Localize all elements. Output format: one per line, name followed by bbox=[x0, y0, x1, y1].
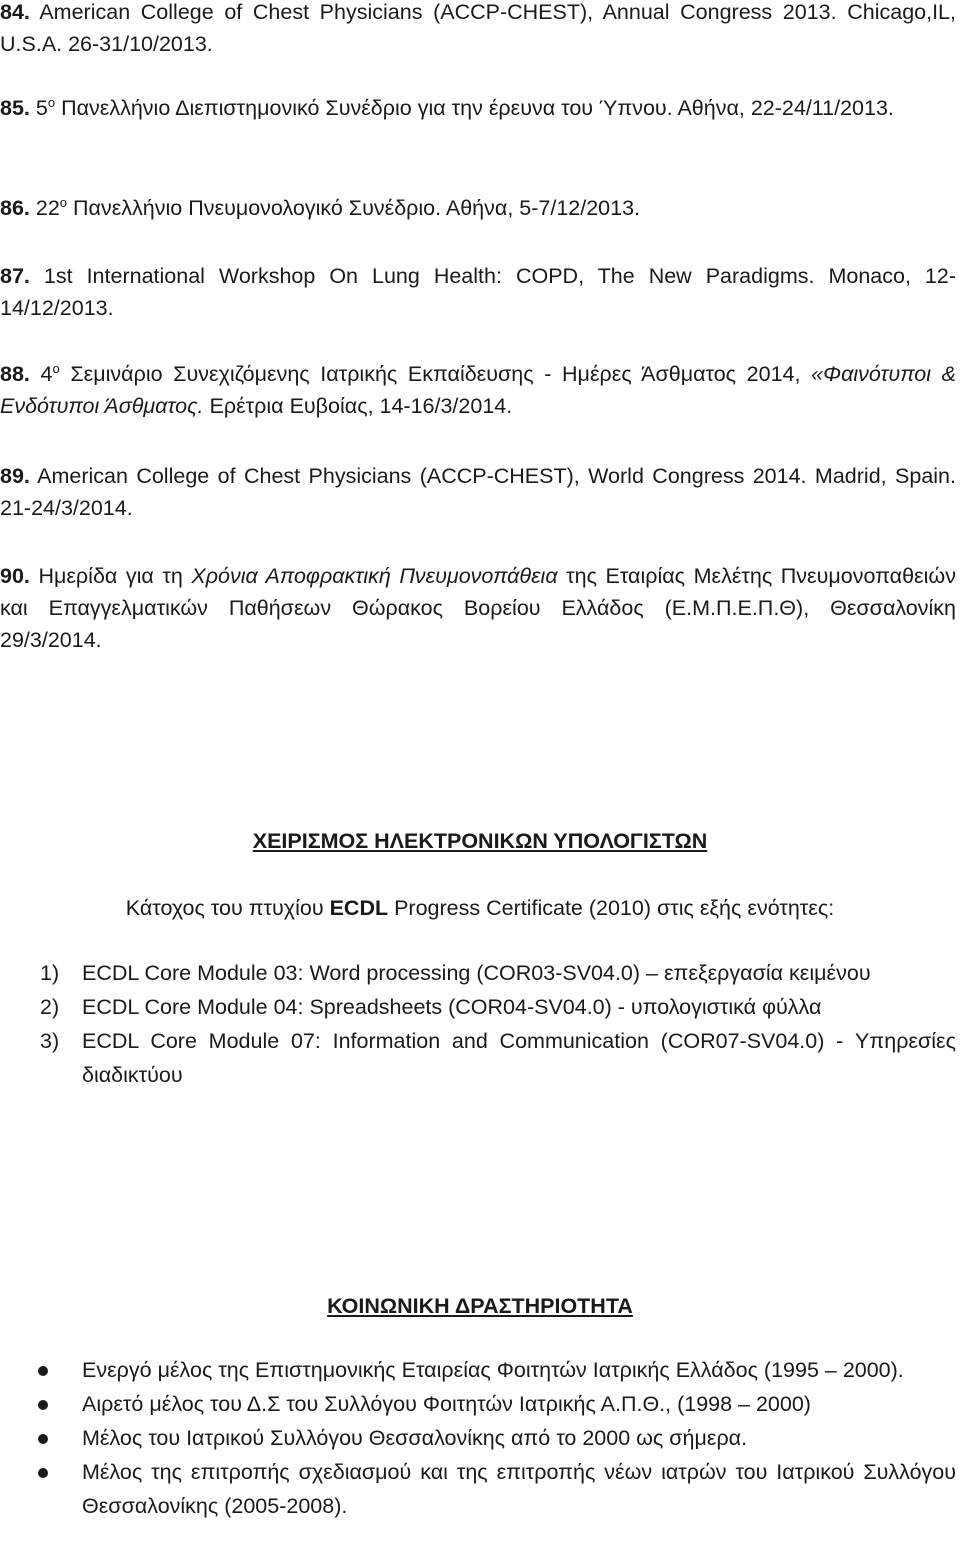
ecdl-modules-list bbox=[0, 956, 956, 1092]
list-item bbox=[0, 990, 956, 1024]
entry-number: 84. bbox=[0, 0, 30, 24]
list-item-text: ECDL Core Module 04: Spreadsheets (COR04-SV04.0) - υπολογιστικά φύλλα bbox=[82, 995, 822, 1019]
bullet-icon bbox=[38, 1468, 48, 1478]
intro-text-end: Progress Certificate (2010) στις εξής ενότητες: bbox=[394, 896, 835, 920]
entry-location: της Εταιρίας Μελέτης Πνευμονοπαθειών και Επαγγελματικών Παθήσεων Θώρακος Βορείου Ελλάδος (Ε.Μ.Π.Ε.Π.Θ), Θεσσαλονίκη 29/3/2014. bbox=[0, 564, 956, 652]
entry-85 bbox=[0, 92, 956, 124]
list-marker: 1) bbox=[40, 961, 60, 985]
entry-88 bbox=[0, 358, 956, 422]
ecdl-intro bbox=[0, 892, 960, 924]
list-item-text: ECDL Core Module 03: Word processing (COR03-SV04.0) – επεξεργασία κειμένου bbox=[82, 961, 871, 985]
ordinal-suffix: ο bbox=[47, 94, 56, 110]
bullet-icon bbox=[38, 1400, 48, 1410]
entry-text: 1st International Workshop On Lung Health: COPD, The New Paradigms. Monaco, 12-14/12/2013. bbox=[0, 264, 956, 320]
list-item bbox=[0, 956, 956, 990]
entry-90 bbox=[0, 560, 956, 656]
list-item bbox=[0, 1353, 956, 1387]
entry-ordinal: 5 bbox=[35, 96, 48, 120]
ordinal-suffix: ο bbox=[52, 360, 60, 376]
entry-text: Σεμινάριο Συνεχιζόμενης Ιατρικής Εκπαίδευσης - Ημέρες Άσθματος 2014, bbox=[70, 362, 801, 386]
entry-text: American College of Chest Physicians (ACCP-CHEST), Annual Congress 2013. Chicago,IL, U.S.A. 26-31/10/2013. bbox=[0, 0, 956, 56]
entry-italic-title: «Φαινότυποι & Ενδότυποι Άσθματος. bbox=[0, 362, 957, 418]
social-heading: ΚΟΙΝΩΝΙΚΗ ΔΡΑΣΤΗΡΙΟΤΗΤΑ bbox=[327, 1294, 633, 1318]
entry-text: American College of Chest Physicians (ACCP-CHEST), World Congress 2014. Madrid, Spain. 21-24/3/2014. bbox=[0, 464, 956, 520]
intro-bold: ECDL bbox=[329, 896, 389, 920]
list-item-text: Μέλος της επιτροπής σχεδιασμού και της επιτροπής νέων ιατρών του Ιατρικού Συλλόγου Θεσσαλονίκης (2005-2008). bbox=[82, 1460, 956, 1518]
social-activities-list bbox=[0, 1353, 956, 1523]
list-item-text: Ενεργό μέλος της Επιστημονικής Εταιρείας Φοιτητών Ιατρικής Ελλάδος (1995 – 2000). bbox=[82, 1358, 904, 1382]
entry-ordinal: 4 bbox=[40, 362, 53, 386]
ordinal-suffix: ο bbox=[59, 194, 68, 210]
entry-84 bbox=[0, 0, 956, 60]
entry-number: 87. bbox=[0, 264, 30, 288]
entry-number: 88. bbox=[0, 362, 30, 386]
entry-number: 89. bbox=[0, 464, 30, 488]
entry-86 bbox=[0, 192, 956, 224]
entry-text: Πανελλήνιο Διεπιστημονικό Συνέδριο για την έρευνα του Ύπνου. Αθήνα, 22-24/11/2013. bbox=[61, 96, 894, 120]
entry-text: Πανελλήνιο Πνευμονολογικό Συνέδριο. Αθήνα, 5-7/12/2013. bbox=[73, 196, 641, 220]
bullet-icon bbox=[38, 1434, 48, 1444]
computers-heading: ΧΕΙΡΙΣΜΟΣ ΗΛΕΚΤΡΟΝΙΚΩΝ ΥΠΟΛΟΓΙΣΤΩΝ bbox=[252, 829, 708, 853]
list-marker: 3) bbox=[40, 1029, 60, 1053]
entry-italic-title: Χρόνια Αποφρακτική Πνευμονοπάθεια bbox=[191, 564, 558, 588]
list-marker: 2) bbox=[40, 995, 60, 1019]
list-item bbox=[0, 1387, 956, 1421]
list-item bbox=[0, 1024, 956, 1092]
list-item-text: ECDL Core Module 07: Information and Communication (COR07-SV04.0) - Υπηρεσίες διαδικτύου bbox=[82, 1029, 956, 1087]
list-item-text: Μέλος του Ιατρικού Συλλόγου Θεσσαλονίκης από το 2000 ως σήμερα. bbox=[82, 1426, 748, 1450]
entry-number: 85. bbox=[0, 96, 30, 120]
list-item bbox=[0, 1455, 956, 1523]
list-item-text: Αιρετό μέλος του Δ.Σ του Συλλόγου Φοιτητών Ιατρικής Α.Π.Θ., (1998 – 2000) bbox=[82, 1392, 811, 1416]
bullet-icon bbox=[38, 1366, 48, 1376]
entry-number: 90. bbox=[0, 564, 30, 588]
entry-ordinal: 22 bbox=[35, 196, 60, 220]
entry-number: 86. bbox=[0, 196, 30, 220]
entry-location: Ερέτρια Ευβοίας, 14-16/3/2014. bbox=[209, 394, 513, 418]
intro-text: Κάτοχος του πτυχίου bbox=[125, 896, 324, 920]
entry-87 bbox=[0, 260, 956, 324]
entry-89 bbox=[0, 460, 956, 524]
entry-text: Ημερίδα για τη bbox=[38, 564, 183, 588]
list-item bbox=[0, 1421, 956, 1455]
